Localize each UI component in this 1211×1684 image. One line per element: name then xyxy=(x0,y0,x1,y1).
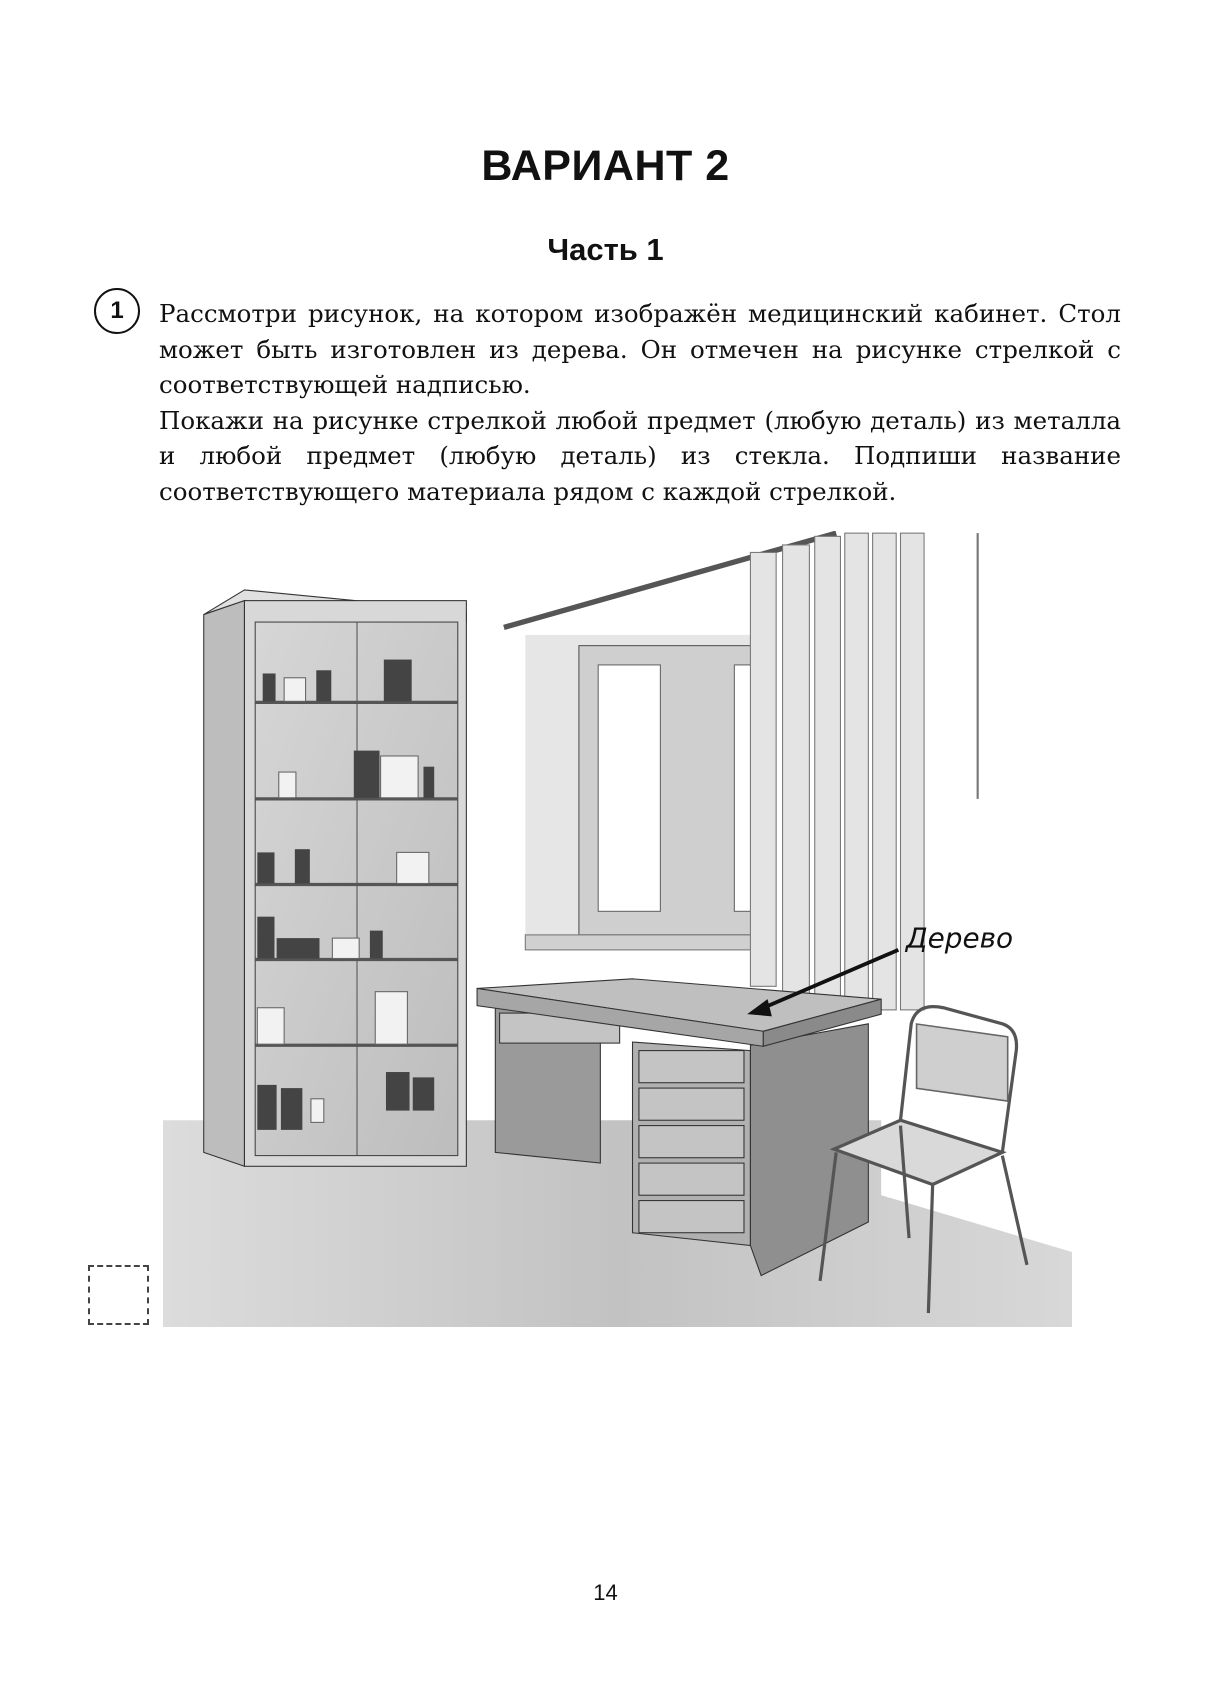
vertical-blinds xyxy=(750,533,924,1010)
window xyxy=(525,635,772,950)
medical-office-illustration xyxy=(163,531,1072,1327)
question-text xyxy=(159,296,1121,509)
answer-score-box[interactable] xyxy=(88,1265,149,1325)
page-number: 14 xyxy=(593,1580,618,1605)
glass-cabinet xyxy=(204,590,467,1166)
question-paragraph: Рассмотри рисунок, на котором изображён медицинский кабинет. Стол может быть изготовлен из дерева. Он отмечен на рисунке стрелкой с соответствующей надписью. xyxy=(159,299,1121,399)
part-title: Часть 1 xyxy=(547,232,664,267)
variant-title: ВАРИАНТ 2 xyxy=(481,142,730,190)
question-number-badge: 1 xyxy=(94,288,140,334)
question-paragraph: Покажи на рисунке стрелкой любой предмет (любую деталь) из металла и любой предмет (любую деталь) из стекла. Подпиши название соответствующего материала рядом с каждой стрелкой. xyxy=(159,405,1121,506)
desk-material-label: Дерево xyxy=(905,921,1014,955)
